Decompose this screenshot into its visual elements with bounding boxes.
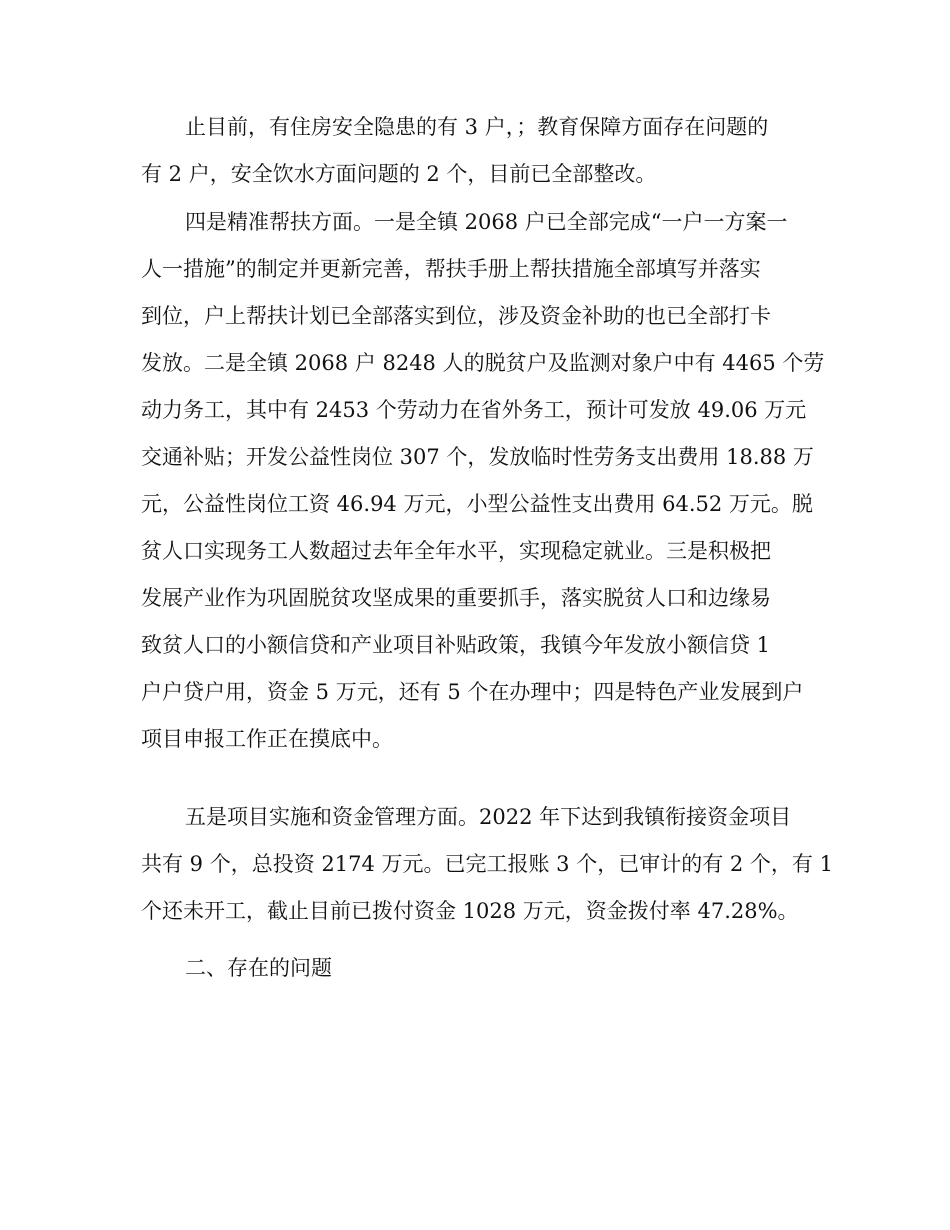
paragraph-line: 交通补贴；开发公益性岗位 307 个，发放临时性劳务支出费用 18.88 万 [141, 445, 814, 469]
paragraph-line: 发展产业作为巩固脱贫攻坚成果的重要抓手，落实脱贫人口和边缘易 [141, 586, 771, 610]
paragraph-line: 共有 9 个，总投资 2174 万元。已完工报账 3 个，已审计的有 2 个，有 1 [141, 852, 833, 876]
paragraph-line: 个还未开工，截止目前已拨付资金 1028 万元，资金拨付率 47.28%。 [141, 899, 799, 923]
paragraph-line: 元，公益性岗位工资 46.94 万元，小型公益性支出费用 64.52 万元。脱 [141, 492, 813, 516]
paragraph-line: 户户贷户用，资金 5 万元，还有 5 个在办理中；四是特色产业发展到户 [141, 680, 804, 704]
section-heading: 二、存在的问题 [185, 956, 332, 980]
paragraph-line: 五是项目实施和资金管理方面。2022 年下达到我镇衔接资金项目 [185, 805, 792, 829]
paragraph-line: 致贫人口的小额信贷和产业项目补贴政策，我镇今年发放小额信贷 1 [141, 633, 771, 657]
paragraph-line: 四是精准帮扶方面。一是全镇 2068 户已全部完成“一户一方案一 [185, 210, 788, 234]
paragraph-line: 项目申报工作正在摸底中。 [141, 727, 393, 751]
paragraph-line: 有 2 户，安全饮水方面问题的 2 个，目前已全部整改。 [141, 162, 657, 186]
paragraph-line: 人一措施”的制定并更新完善，帮扶手册上帮扶措施全部填写并落实 [141, 257, 761, 281]
paragraph-line: 到位，户上帮扶计划已全部落实到位，涉及资金补助的也已全部打卡 [141, 304, 771, 328]
paragraph-line: 动力务工，其中有 2453 个劳动力在省外务工，预计可发放 49.06 万元 [141, 398, 807, 422]
paragraph-line: 发放。二是全镇 2068 户 8248 人的脱贫户及监测对象户中有 4465 个劳 [141, 351, 825, 375]
paragraph-line: 贫人口实现务工人数超过去年全年水平，实现稳定就业。三是积极把 [141, 539, 771, 563]
paragraph-line: 止目前，有住房安全隐患的有 3 户，；教育保障方面存在问题的 [185, 115, 769, 139]
